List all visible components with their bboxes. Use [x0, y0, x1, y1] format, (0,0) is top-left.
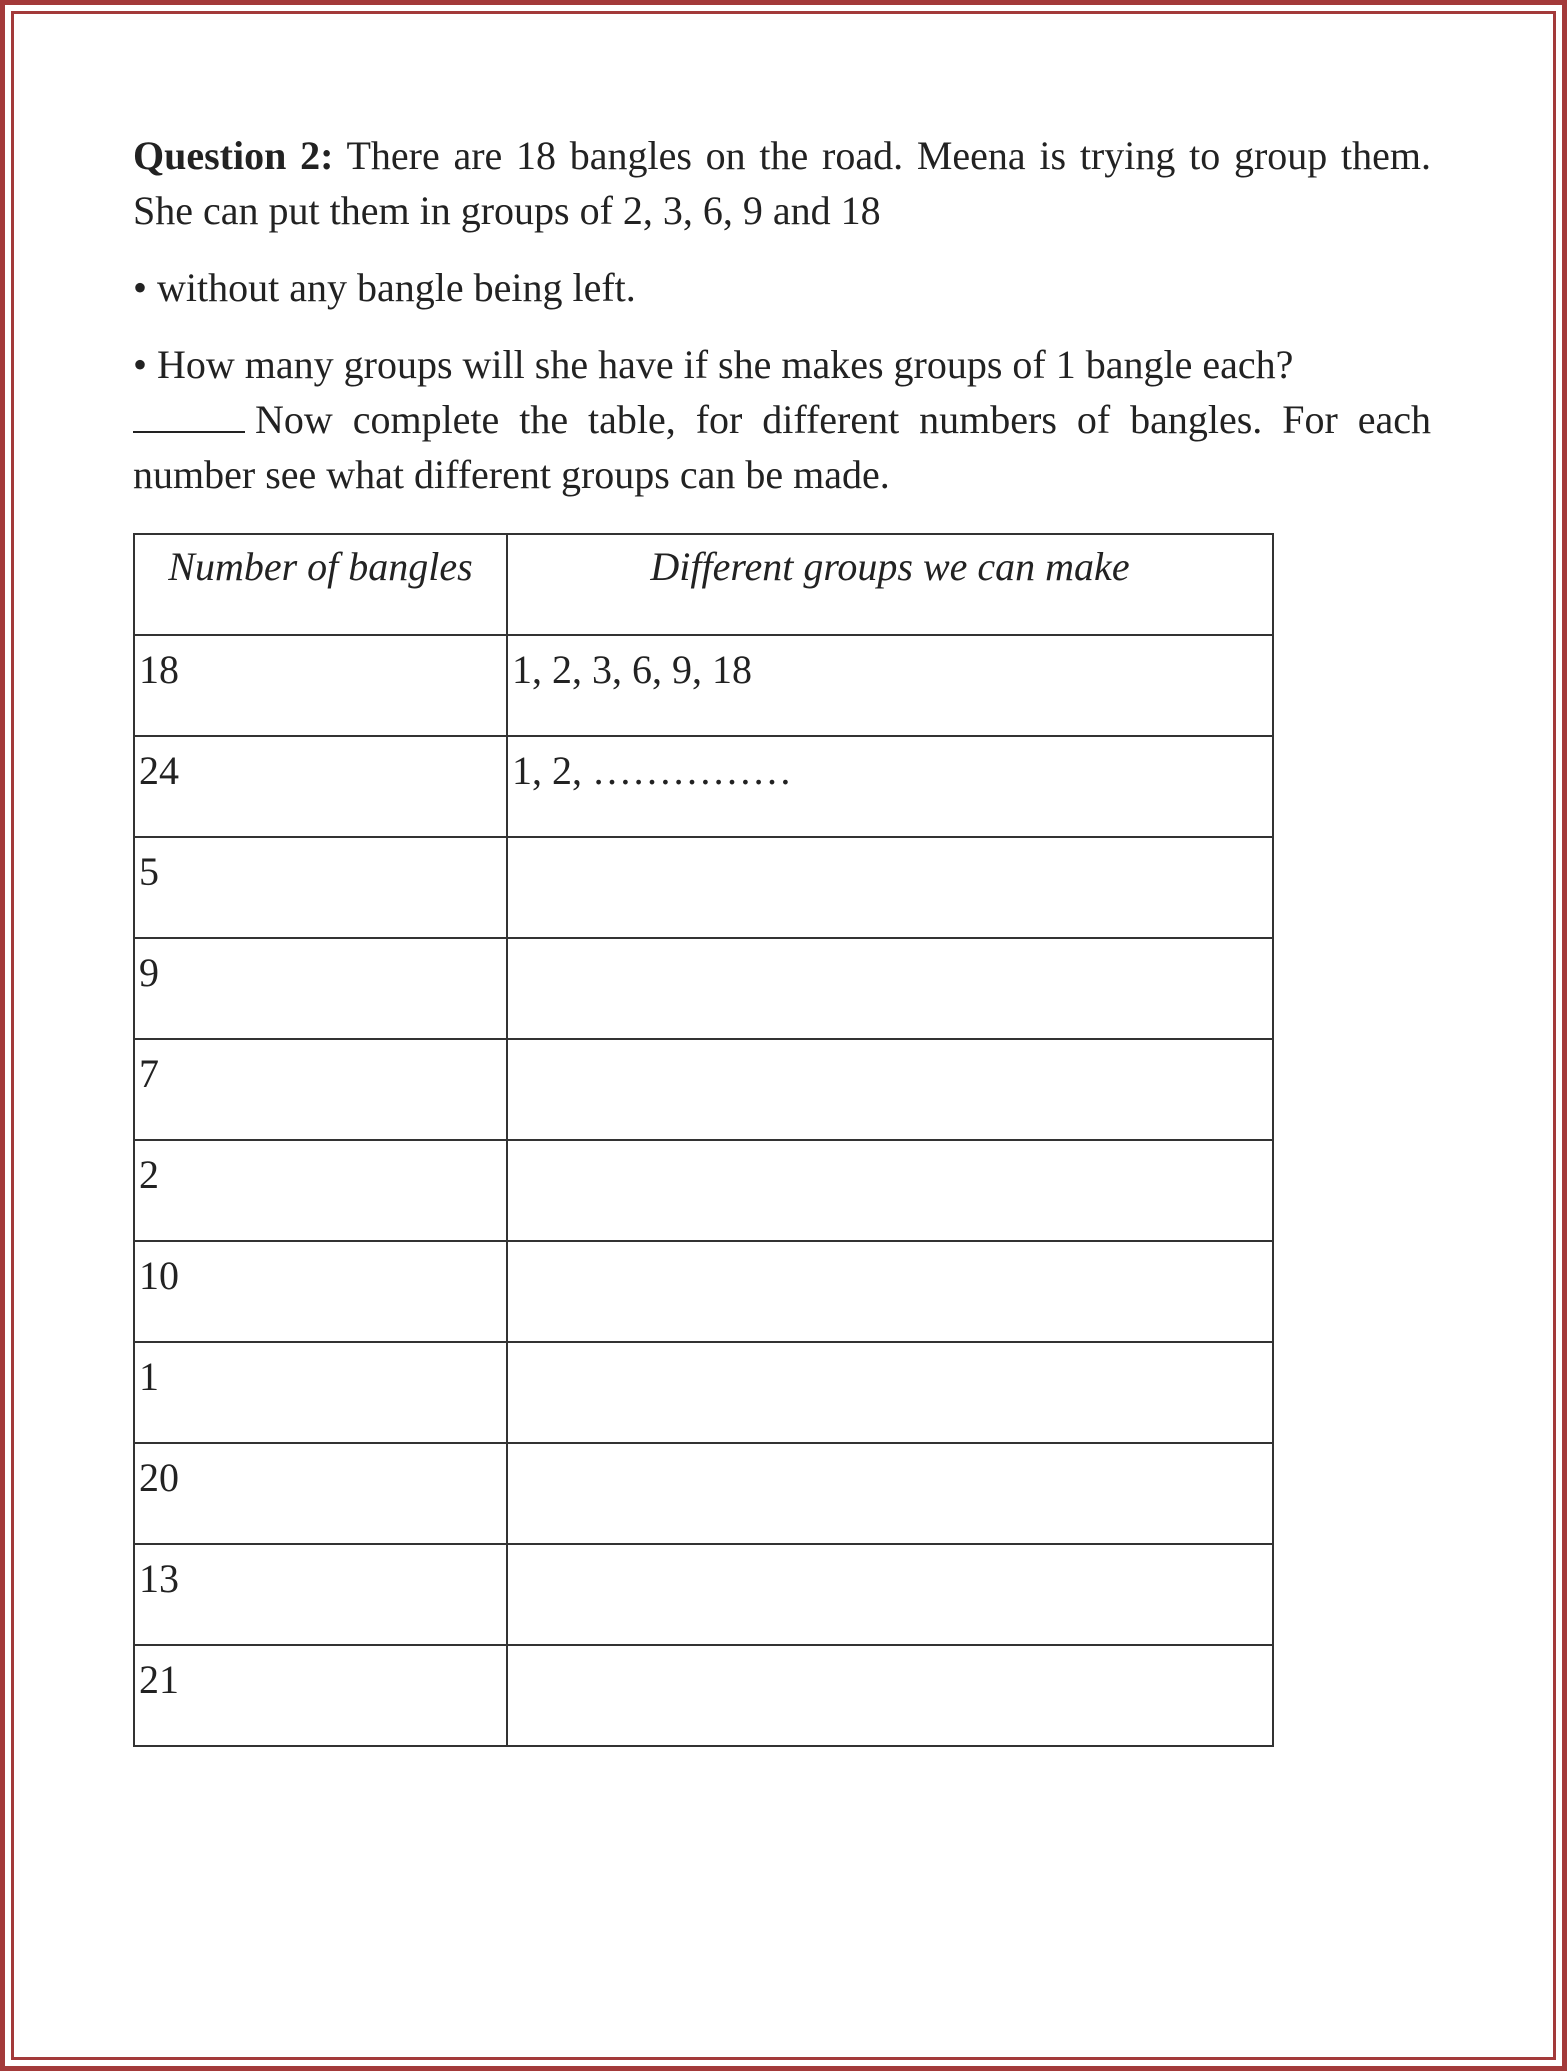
groups-answer-cell[interactable]: [507, 1241, 1273, 1342]
groups-answer-cell[interactable]: [507, 1443, 1273, 1544]
question-label: Question 2:: [133, 133, 334, 178]
bullet-groups-of-one-text: • How many groups will she have if she makes groups of 1 bangle each?: [133, 342, 1294, 387]
bangle-count-cell: 2: [134, 1140, 507, 1241]
bangle-count-cell: 1: [134, 1342, 507, 1443]
header-number-of-bangles: Number of bangles: [134, 534, 507, 635]
table-row: [134, 1443, 1273, 1544]
bangle-count-cell: 9: [134, 938, 507, 1039]
groups-answer-cell[interactable]: [507, 1342, 1273, 1443]
table-row: [134, 1544, 1273, 1645]
groups-answer-cell[interactable]: [507, 1645, 1273, 1746]
bangle-count-cell: 21: [134, 1645, 507, 1746]
bullet-without-leftover: • without any bangle being left.: [133, 265, 636, 310]
groups-answer-cell[interactable]: 1, 2, ……………: [507, 736, 1273, 837]
groups-answer-cell[interactable]: [507, 1039, 1273, 1140]
bangle-count-cell: 7: [134, 1039, 507, 1140]
table-row: [134, 1039, 1273, 1140]
bangle-count-cell: 5: [134, 837, 507, 938]
table-header-row: [134, 534, 1273, 635]
question-text: There are 18 bangles on the road. Meena is trying to group them. She can put them in groups of 2, 3, 6, 9 and 18: [133, 133, 1431, 233]
table-row: [134, 635, 1273, 736]
header-different-groups: Different groups we can make: [507, 534, 1273, 635]
bangle-count-cell: 10: [134, 1241, 507, 1342]
table-row: [134, 1241, 1273, 1342]
table-row: [134, 1140, 1273, 1241]
bangle-count-cell: 13: [134, 1544, 507, 1645]
answer-blank[interactable]: [133, 401, 245, 433]
question-statement: [133, 128, 1431, 238]
groups-answer-cell[interactable]: [507, 1544, 1273, 1645]
table-row: [134, 837, 1273, 938]
groups-answer-cell[interactable]: [507, 938, 1273, 1039]
groups-answer-cell[interactable]: [507, 1140, 1273, 1241]
question-block: [133, 128, 1431, 502]
bangle-count-cell: 20: [134, 1443, 507, 1544]
table-row: [134, 1645, 1273, 1746]
bangle-groups-table: [133, 533, 1274, 1747]
table-row: [134, 736, 1273, 837]
groups-answer-cell[interactable]: [507, 837, 1273, 938]
groups-answer-cell[interactable]: 1, 2, 3, 6, 9, 18: [507, 635, 1273, 736]
bangle-count-cell: 18: [134, 635, 507, 736]
bangle-count-cell: 24: [134, 736, 507, 837]
table-row: [134, 1342, 1273, 1443]
instruction-text: Now complete the table, for different numbers of bangles. For each number see what different groups can be made.: [133, 397, 1431, 497]
table-row: [134, 938, 1273, 1039]
bullet-groups-of-one: [133, 337, 1431, 502]
